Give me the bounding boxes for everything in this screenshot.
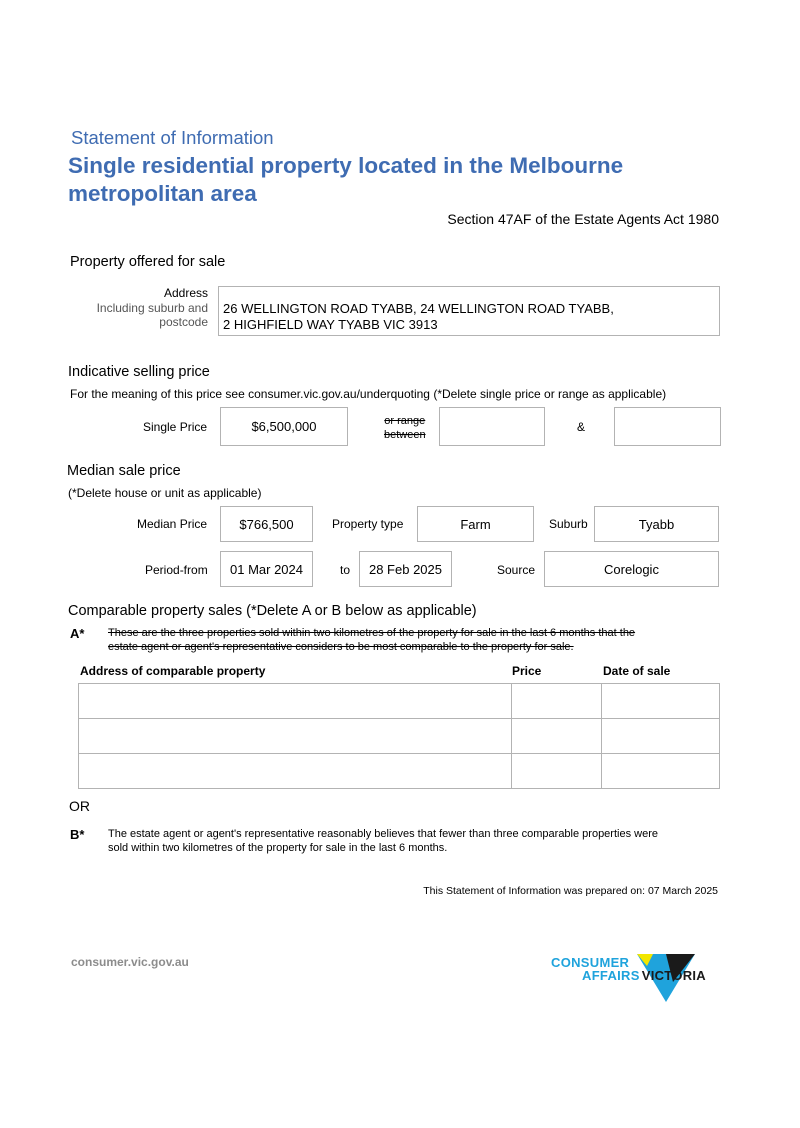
option-a-marker: A* <box>70 626 85 641</box>
range-low-field[interactable] <box>439 407 545 446</box>
single-price-field[interactable]: $6,500,000 <box>220 407 348 446</box>
period-to-field[interactable]: 28 Feb 2025 <box>359 551 452 587</box>
range-label-1: or range <box>384 415 426 427</box>
column-header-address: Address of comparable property <box>80 664 266 678</box>
comparable-date-cell[interactable] <box>602 719 720 754</box>
comparable-date-cell[interactable] <box>602 684 720 719</box>
prepared-date: This Statement of Information was prepared on: 07 March 2025 <box>423 885 718 897</box>
logo-line-2 <box>582 968 704 983</box>
range-label-2: between <box>384 429 426 441</box>
median-price-field[interactable]: $766,500 <box>220 506 313 542</box>
logo-line-2-affairs: AFFAIRS <box>582 968 640 983</box>
median-price-label: Median Price <box>137 517 208 531</box>
logo-line-2-victoria: VICTORIA <box>641 968 706 983</box>
median-heading: Median sale price <box>67 463 181 479</box>
indicative-heading: Indicative selling price <box>68 364 210 380</box>
option-a-text-line-2: estate agent or agent's representative considers to be most comparable to the property for sale. <box>108 641 574 653</box>
comparable-date-cell[interactable] <box>602 754 720 789</box>
address-sublabel-2: postcode <box>159 315 208 329</box>
address-label: Address <box>163 286 208 300</box>
document-title-line-2: metropolitan area <box>68 181 257 206</box>
comparable-price-cell[interactable] <box>512 754 602 789</box>
table-row <box>79 719 720 754</box>
column-header-price: Price <box>512 664 542 678</box>
option-a-text <box>108 626 635 654</box>
address-line-1: 26 WELLINGTON ROAD TYABB, 24 WELLINGTON ROAD TYABB, <box>223 301 614 316</box>
comparable-price-cell[interactable] <box>512 684 602 719</box>
table-row <box>79 684 720 719</box>
comparable-address-cell[interactable] <box>79 754 512 789</box>
suburb-field[interactable]: Tyabb <box>594 506 719 542</box>
option-b-marker: B* <box>70 827 85 842</box>
single-price-label: Single Price <box>143 420 208 434</box>
indicative-note: For the meaning of this price see consumer.vic.gov.au/underquoting (*Delete single price or range as applicable) <box>70 387 667 401</box>
period-from-field[interactable]: 01 Mar 2024 <box>220 551 313 587</box>
and-label: & <box>577 420 586 434</box>
comparable-address-cell[interactable] <box>79 684 512 719</box>
property-type-field[interactable]: Farm <box>417 506 534 542</box>
source-field[interactable]: Corelogic <box>544 551 719 587</box>
median-note: (*Delete house or unit as applicable) <box>68 486 262 500</box>
comparable-sales-table <box>78 683 720 789</box>
option-b-text <box>108 827 658 855</box>
consumer-affairs-victoria-logo <box>550 952 725 1004</box>
table-row <box>79 754 720 789</box>
document-title-line-1: Single residential property located in the Melbourne <box>68 153 624 178</box>
comparable-heading: Comparable property sales (*Delete A or B below as applicable) <box>68 603 477 619</box>
option-b-text-line-1: The estate agent or agent's representative reasonably believes that fewer than three comparable properties were <box>108 828 658 840</box>
option-a-text-line-1: These are the three properties sold within two kilometres of the property for sale in the last 6 months that the <box>108 627 636 639</box>
address-sublabel-1: Including suburb and <box>96 301 208 315</box>
suburb-label: Suburb <box>549 517 588 531</box>
period-from-label: Period-from <box>145 563 208 577</box>
address-field[interactable] <box>218 286 720 336</box>
source-label: Source <box>497 563 536 577</box>
period-to-label: to <box>340 563 351 577</box>
act-reference: Section 47AF of the Estate Agents Act 1980 <box>447 211 719 227</box>
range-label <box>384 414 426 442</box>
range-high-field[interactable] <box>614 407 721 446</box>
property-heading: Property offered for sale <box>70 254 226 270</box>
column-header-date: Date of sale <box>603 664 671 678</box>
address-line-2: 2 HIGHFIELD WAY TYABB VIC 3913 <box>223 317 438 332</box>
comparable-price-cell[interactable] <box>512 719 602 754</box>
comparable-address-cell[interactable] <box>79 719 512 754</box>
website-link[interactable]: consumer.vic.gov.au <box>71 955 189 969</box>
property-type-label: Property type <box>332 517 404 531</box>
or-label: OR <box>69 798 90 814</box>
option-b-text-line-2: sold within two kilometres of the property for sale in the last 6 months. <box>108 842 448 854</box>
document-kicker: Statement of Information <box>71 127 274 148</box>
document-title <box>68 152 623 208</box>
logo-line-1: CONSUMER <box>551 955 630 970</box>
